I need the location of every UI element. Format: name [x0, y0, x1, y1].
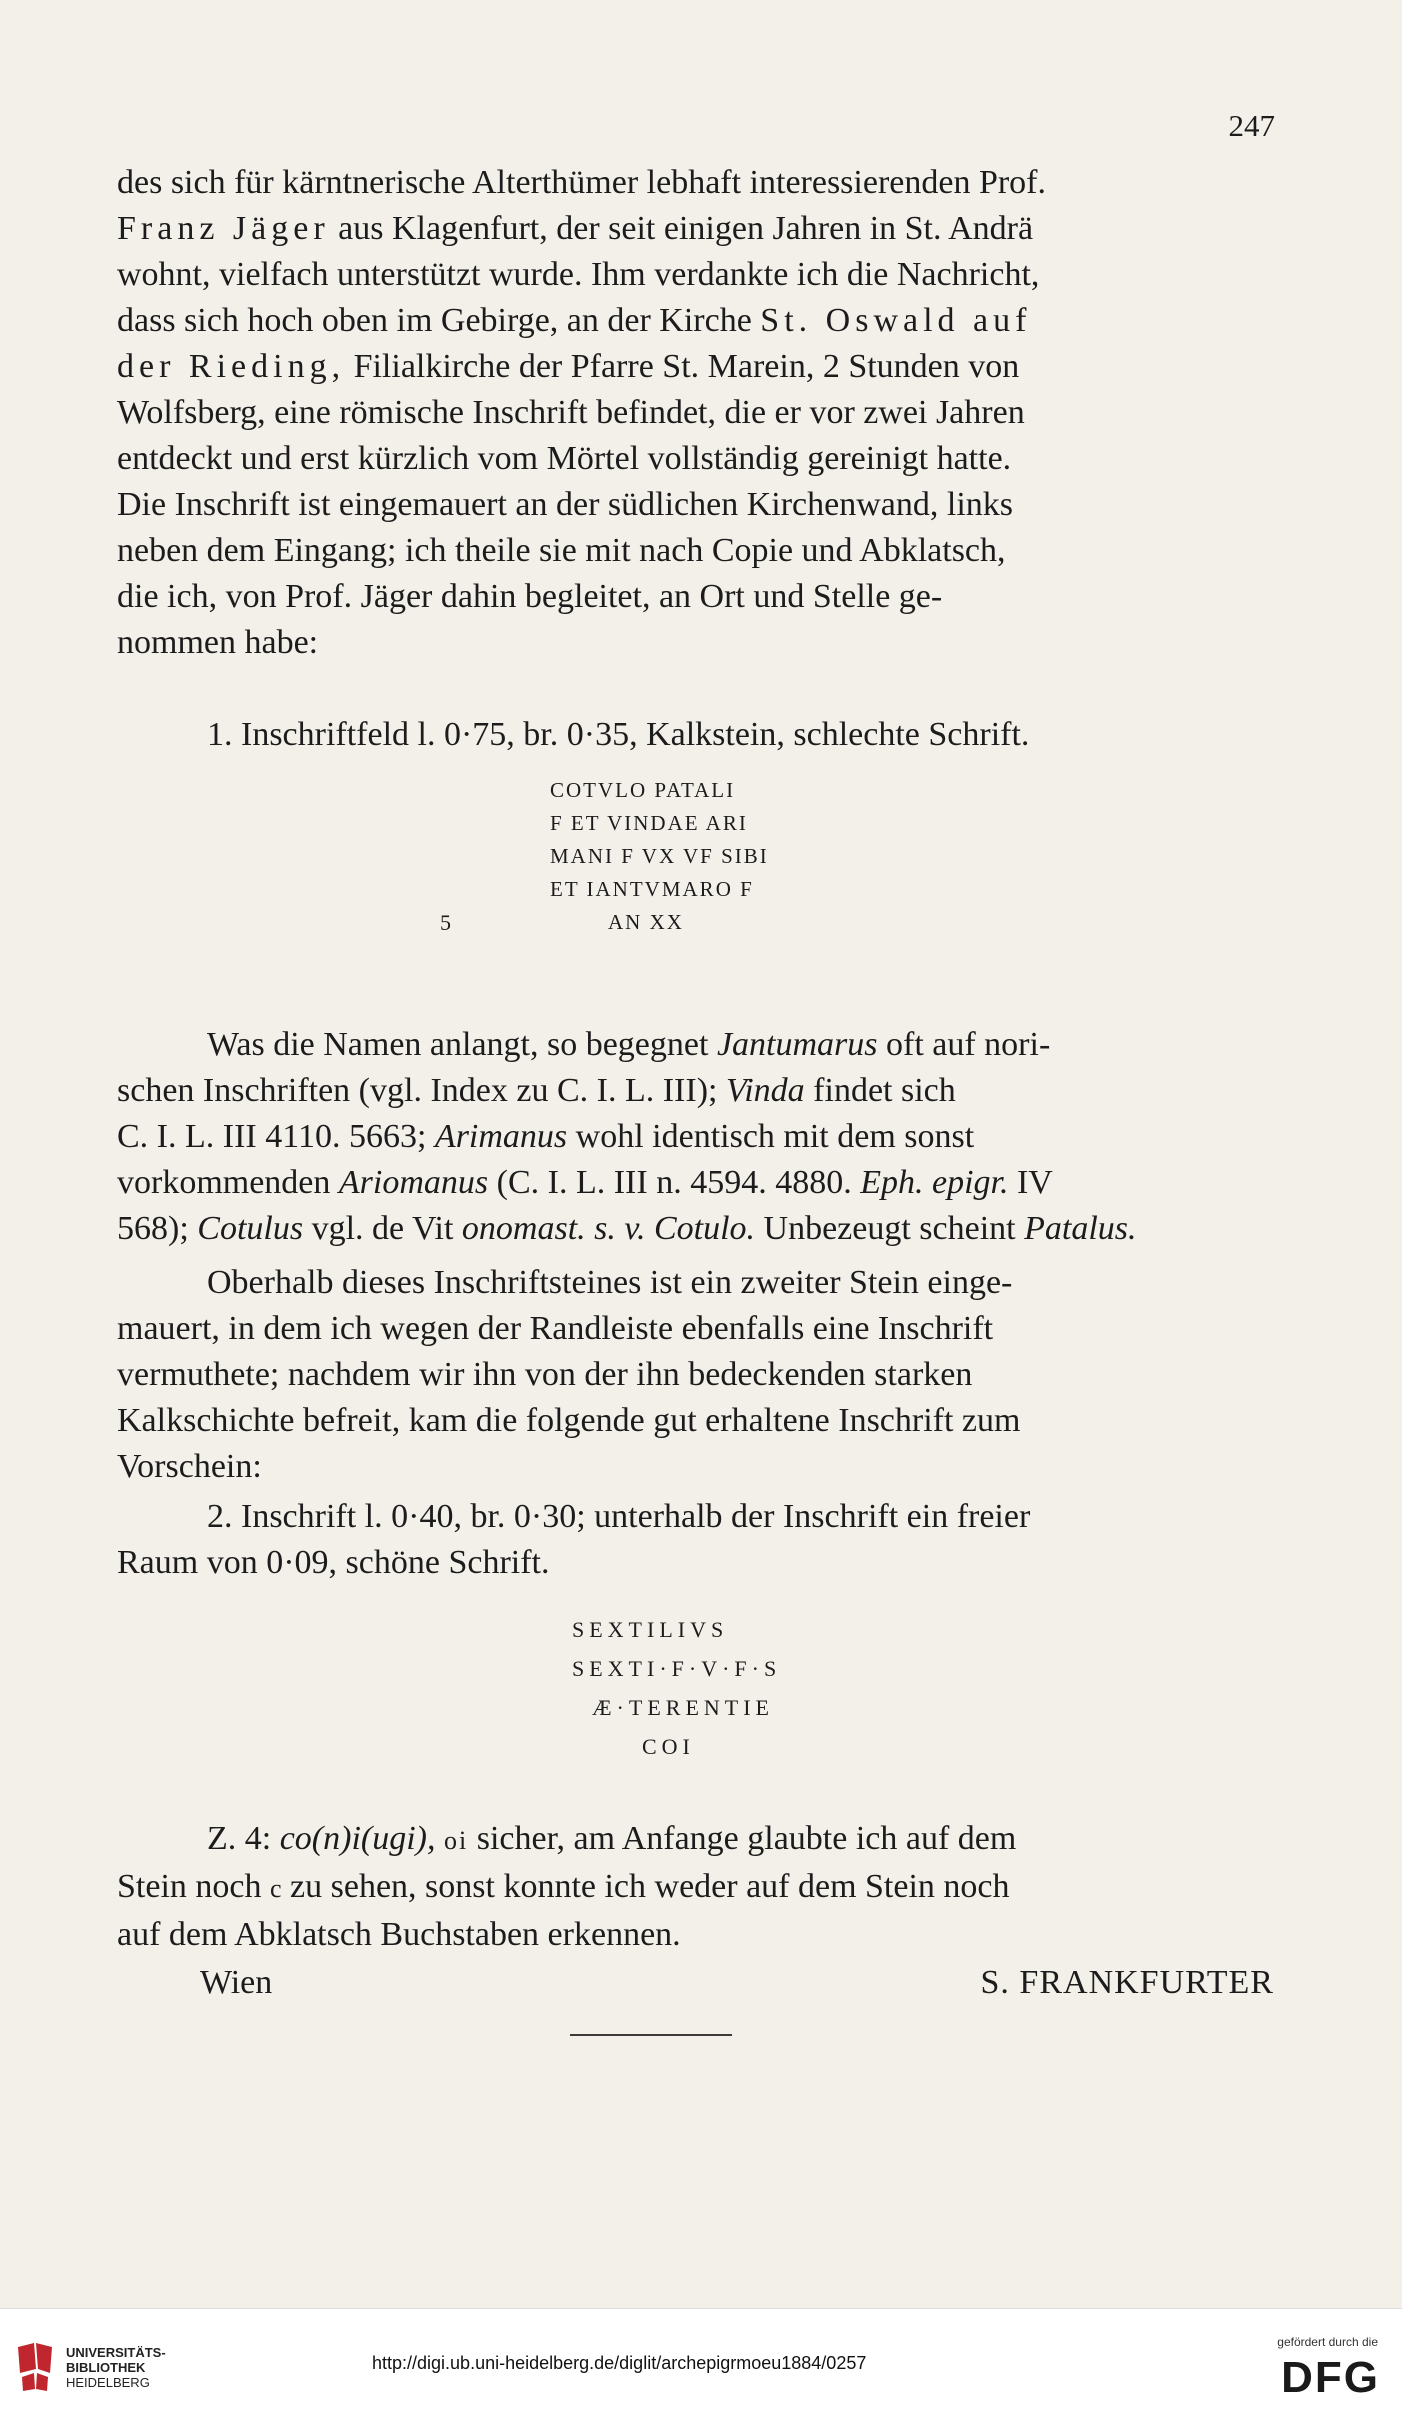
- text-run: Stein noch: [117, 1868, 270, 1905]
- italic-name: Cotulus: [197, 1210, 304, 1247]
- inscription-1: [440, 774, 769, 939]
- text-run: IV: [1008, 1164, 1053, 1201]
- end-rule: [570, 2034, 732, 2036]
- text-run: Unbezeugt scheint: [755, 1210, 1025, 1247]
- italic-citation: onomast. s. v. Cotulo.: [461, 1210, 756, 1247]
- small-caps-reading: c: [269, 1874, 282, 1903]
- text-line: Vorschein:: [117, 1448, 262, 1485]
- text-line: [117, 1068, 1273, 1114]
- item-2-caption: [117, 1494, 1273, 1586]
- italic-name: Patalus.: [1024, 1210, 1137, 1247]
- text-line: mauert, in dem ich wegen der Randleiste ebenfalls eine Inschrift: [117, 1310, 994, 1347]
- paragraph-second-stone: [117, 1260, 1273, 1490]
- text-line: Oberhalb dieses Inschriftsteines ist ein zweiter Stein einge-: [207, 1264, 1013, 1301]
- text-run: wohl identisch mit dem sonst: [567, 1118, 975, 1155]
- inscription-2: [572, 1610, 781, 1766]
- text-line: vermuthete; nachdem wir ihn von der ihn bedeckenden starken: [117, 1356, 973, 1393]
- text-run: dass sich hoch oben im Gebirge, an der Kirche: [117, 302, 761, 339]
- paragraph-names: [117, 1022, 1273, 1252]
- text-run: findet sich: [804, 1072, 956, 1109]
- text-line: [117, 1864, 1273, 1912]
- paragraph-note: [117, 1816, 1273, 1958]
- inscription-text: AN XX: [608, 910, 684, 934]
- text-line: neben dem Eingang; ich theile sie mit nach Copie und Abklatsch,: [117, 532, 1006, 569]
- text-line: [117, 344, 1273, 390]
- text-run: Filialkirche der Pfarre St. Marein, 2 Stunden von: [345, 348, 1020, 385]
- italic-name: Ariomanus: [338, 1164, 489, 1201]
- italic-citation: Eph. epigr.: [860, 1164, 1009, 1201]
- paragraph-intro: [117, 160, 1273, 666]
- text-line: Die Inschrift ist eingemauert an der südlichen Kirchenwand, links: [117, 486, 1014, 523]
- text-run: 568);: [117, 1210, 198, 1247]
- text-line: wohnt, vielfach unterstützt wurde. Ihm verdankte ich die Nachricht,: [117, 256, 1040, 293]
- university-library-logo-icon: [14, 2339, 56, 2393]
- text-line: [117, 298, 1273, 344]
- text-line: [117, 1114, 1273, 1160]
- text-line: [117, 1816, 1273, 1864]
- library-name-line: HEIDELBERG: [66, 2375, 150, 2390]
- text-run: sicher, am Anfange glaubte ich auf dem: [468, 1820, 1017, 1857]
- dfg-logo: DFG: [1281, 2353, 1380, 2402]
- text-run: vorkommenden: [117, 1164, 339, 1201]
- text-run: zu sehen, sonst konnte ich weder auf dem Stein noch: [281, 1868, 1010, 1905]
- inscription-line: COI: [642, 1734, 695, 1759]
- footer-bar: [0, 2308, 1402, 2416]
- item-1-caption: [117, 712, 1273, 758]
- place-name: St. Oswald auf: [760, 302, 1032, 339]
- library-name-line: UNIVERSITÄTS-: [66, 2345, 166, 2360]
- italic-reading: co(n)i(ugi),: [279, 1820, 436, 1857]
- inscription-line: F ET VINDAE ARI: [550, 811, 748, 835]
- inscription-line: SEXTILIVS: [572, 1617, 729, 1642]
- text-run: C. I. L. III 4110. 5663;: [117, 1118, 435, 1155]
- text-run: oft auf nori-: [877, 1026, 1051, 1063]
- text-line: des sich für kärntnerische Alterthümer lebhaft interessierenden Prof.: [117, 164, 1047, 201]
- text-line: [117, 1160, 1273, 1206]
- italic-name: Vinda: [725, 1072, 805, 1109]
- library-name: [66, 2345, 166, 2390]
- text-line: nommen habe:: [117, 624, 319, 661]
- signature-place: Wien: [200, 1964, 273, 2001]
- italic-name: Jantumarus: [716, 1026, 878, 1063]
- page-number: 247: [1228, 108, 1275, 143]
- text-line: [117, 1022, 1273, 1068]
- line-number: 5: [440, 910, 451, 935]
- text-line: Wolfsberg, eine römische Inschrift befindet, die er vor zwei Jahren: [117, 394, 1025, 431]
- small-caps-reading: oi: [444, 1826, 469, 1855]
- text-line: auf dem Abklatsch Buchstaben erkennen.: [117, 1916, 681, 1953]
- digitization-url-link[interactable]: http://digi.ub.uni-heidelberg.de/diglit/archepigrmoeu1884/0257: [372, 2353, 867, 2373]
- signature-author: S. FRANKFURTER: [980, 1964, 1274, 2001]
- text-line: Raum von 0·09, schöne Schrift.: [117, 1544, 550, 1581]
- inscription-line: [440, 906, 769, 939]
- text-run: [436, 1820, 445, 1857]
- inscription-line: ET IANTVMARO F: [550, 877, 754, 901]
- inscription-line: SEXTI·F·V·F·S: [572, 1656, 782, 1681]
- text-line: Kalkschichte befreit, kam die folgende gut erhaltene Inschrift zum: [117, 1402, 1021, 1439]
- italic-name: Arimanus: [434, 1118, 568, 1155]
- text-run: schen Inschriften (vgl. Index zu C. I. L. III);: [117, 1072, 726, 1109]
- inscription-line: Æ·TERENTIE: [592, 1695, 774, 1720]
- text-line: die ich, von Prof. Jäger dahin begleitet, an Ort und Stelle ge-: [117, 578, 943, 615]
- text-run: aus Klagenfurt, der seit einigen Jahren in St. Andrä: [329, 210, 1034, 247]
- text-run: Z. 4:: [207, 1820, 280, 1857]
- person-name: Franz Jäger: [117, 210, 330, 247]
- place-name: der Rieding,: [117, 348, 346, 385]
- text-line: [117, 1206, 1273, 1252]
- text-line: 2. Inschrift l. 0·40, br. 0·30; unterhalb der Inschrift ein freier: [207, 1498, 1031, 1535]
- library-name-line: BIBLIOTHEK: [66, 2360, 146, 2375]
- signature: [200, 1964, 1274, 2002]
- text-run: vgl. de Vit: [303, 1210, 462, 1247]
- text-run: Was die Namen anlangt, so begegnet: [207, 1026, 717, 1063]
- inscription-line: MANI F VX VF SIBI: [550, 844, 769, 868]
- text-line: 1. Inschriftfeld l. 0·75, br. 0·35, Kalkstein, schlechte Schrift.: [207, 716, 1030, 753]
- text-line: [117, 206, 1273, 252]
- text-line: entdeckt und erst kürzlich vom Mörtel vollständig gereinigt hatte.: [117, 440, 1012, 477]
- inscription-line: COTVLO PATALI: [550, 778, 736, 802]
- text-run: (C. I. L. III n. 4594. 4880.: [488, 1164, 861, 1201]
- funded-by-label: gefördert durch die: [1277, 2335, 1378, 2349]
